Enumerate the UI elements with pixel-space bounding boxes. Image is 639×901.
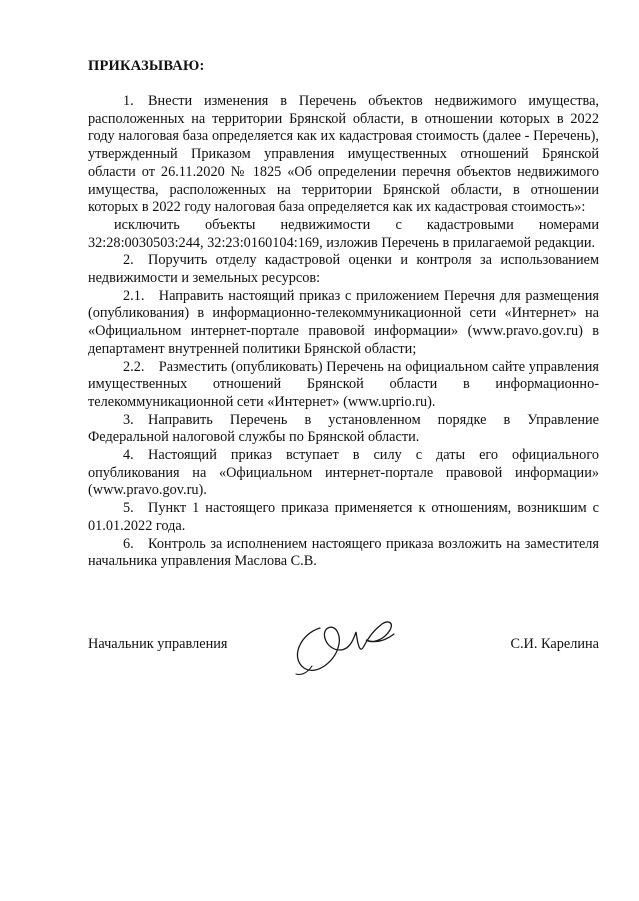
paragraph-1-exclude: исключить объекты недвижимости с кадастровыми номерами 32:28:0030503:244, 32:23:0160104:169, изложив Перечень в прилагаемой редакции. — [88, 216, 599, 251]
paragraph-3: 3. Направить Перечень в установленном порядке в Управление Федеральной налоговой службы по Брянской области. — [88, 411, 599, 446]
paragraph-2-2: 2.2. Разместить (опубликовать) Перечень на официальном сайте управления имущественных отношений Брянской области в информационно-телекоммуникационной сети «Интернет» (www.uprio.ru). — [88, 358, 599, 410]
paragraph-5: 5. Пункт 1 настоящего приказа применяется к отношениям, возникшим с 01.01.2022 года. — [88, 500, 599, 534]
handwritten-signature — [290, 610, 400, 680]
paragraph-1: 1. Внести изменения в Перечень объектов недвижимого имущества, расположенных на территории Брянской области, в отношении которых в 2022 году налоговая база определяется как их кадастровая стоимость (далее - Перечень), утвержденный Приказом управления имущественных отношений Брянской области от 26.11.2020 № 1825 «Об определении перечня объектов недвижимого имущества, расположенных на территории Брянской области, в отношении которых в 2022 году налоговая база определяется как их кадастровая стоимость»: — [88, 93, 599, 216]
signatory-name: С.И. Карелина — [510, 636, 599, 652]
order-heading: ПРИКАЗЫВАЮ: — [88, 58, 205, 74]
paragraph-2: 2. Поручить отделу кадастровой оценки и контроля за использованием недвижимости и земельных ресурсов: — [88, 252, 599, 287]
paragraph-4: 4. Настоящий приказ вступает в силу с даты его официального опубликования на «Официальном интернет-портале правовой информации» (www.pravo.gov.ru). — [88, 447, 599, 499]
order-body — [88, 93, 599, 571]
paragraph-2-1: 2.1. Направить настоящий приказ с приложением Перечня для размещения (опубликования) в информационно-телекоммуникационной сети «Интернет» на «Официальном интернет-портале правовой информации» (www.pravo.gov.ru) в департамент внутренней политики Брянской области; — [88, 287, 599, 357]
signatory-title: Начальник управления — [88, 636, 228, 652]
paragraph-6: 6. Контроль за исполнением настоящего приказа возложить на заместителя начальника управления Маслова С.В. — [88, 535, 599, 570]
